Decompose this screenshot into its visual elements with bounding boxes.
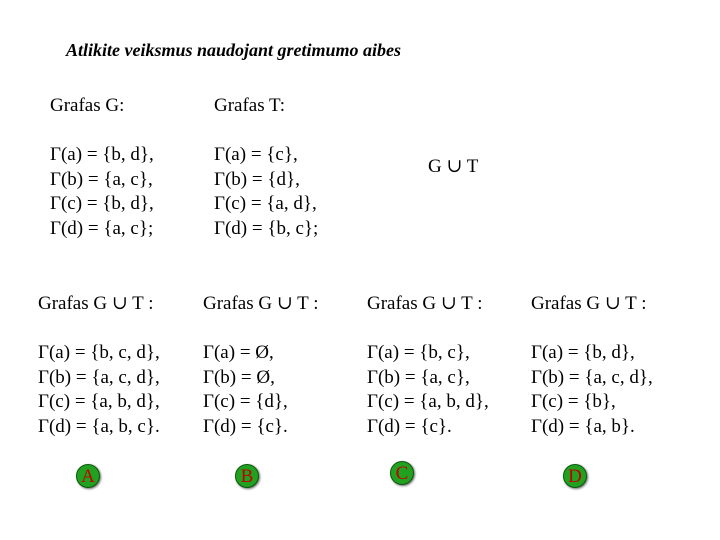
option-d-line: Γ(c) = {b}, [531,391,616,412]
option-b-line: Γ(d) = {c}. [203,415,288,437]
graph-g-line: Γ(d) = {a, c}; [50,217,154,239]
option-d-line: Γ(b) = {a, c, d}, [531,366,653,388]
answer-d-button[interactable] [563,464,587,488]
graph-t-line: Γ(b) = {d}, [214,168,300,190]
option-c-line: Γ(a) = {b, c}, [367,342,470,363]
option-b-line: Γ(c) = {d}, [203,391,288,412]
graph-g-line: Γ(a) = {b, d}, [50,144,154,165]
graph-g-label: Grafas G: [50,95,125,116]
operation-label: G ∪ T [428,156,479,177]
graph-g-line: Γ(b) = {a, c}, [50,168,153,190]
answer-c-letter: C [395,462,409,484]
answer-b-letter: B [240,465,254,487]
graph-t-adjacency [214,143,318,241]
option-b-label: Grafas G ∪ T : [203,293,319,314]
option-d-line: Γ(a) = {b, d}, [531,342,635,363]
graph-t-line: Γ(d) = {b, c}; [214,217,319,239]
option-b-line: Γ(b) = Ø, [203,366,275,388]
option-a-label: Grafas G ∪ T : [38,293,154,314]
answer-d-letter: D [568,465,582,487]
option-d-label: Grafas G ∪ T : [531,293,647,314]
answer-a-button[interactable] [76,464,100,488]
option-a-line: Γ(b) = {a, c, d}, [38,366,160,388]
option-c-line: Γ(c) = {a, b, d}, [367,391,489,412]
option-a-line: Γ(c) = {a, b, d}, [38,391,160,412]
option-c-line: Γ(d) = {c}. [367,415,452,437]
option-b-line: Γ(a) = Ø, [203,342,274,363]
graph-g-line: Γ(c) = {b, d}, [50,193,154,214]
option-c-adjacency [367,341,489,439]
option-a-adjacency [38,341,160,439]
option-c-line: Γ(b) = {a, c}, [367,366,470,388]
option-a-line: Γ(a) = {b, c, d}, [38,342,160,363]
option-d-adjacency [531,341,653,439]
graph-t-line: Γ(a) = {c}, [214,144,298,165]
slide-title: Atlikite veiksmus naudojant gretimumo aibes [66,40,402,60]
graph-g-adjacency [50,143,154,241]
option-b-adjacency [203,341,288,439]
answer-c-button[interactable] [390,461,414,485]
graph-t-label: Grafas T: [214,95,285,116]
option-c-label: Grafas G ∪ T : [367,293,483,314]
answer-b-button[interactable] [235,464,259,488]
graph-t-line: Γ(c) = {a, d}, [214,193,317,214]
option-a-line: Γ(d) = {a, b, c}. [38,415,160,437]
option-d-line: Γ(d) = {a, b}. [531,415,635,437]
answer-a-letter: A [81,465,95,487]
